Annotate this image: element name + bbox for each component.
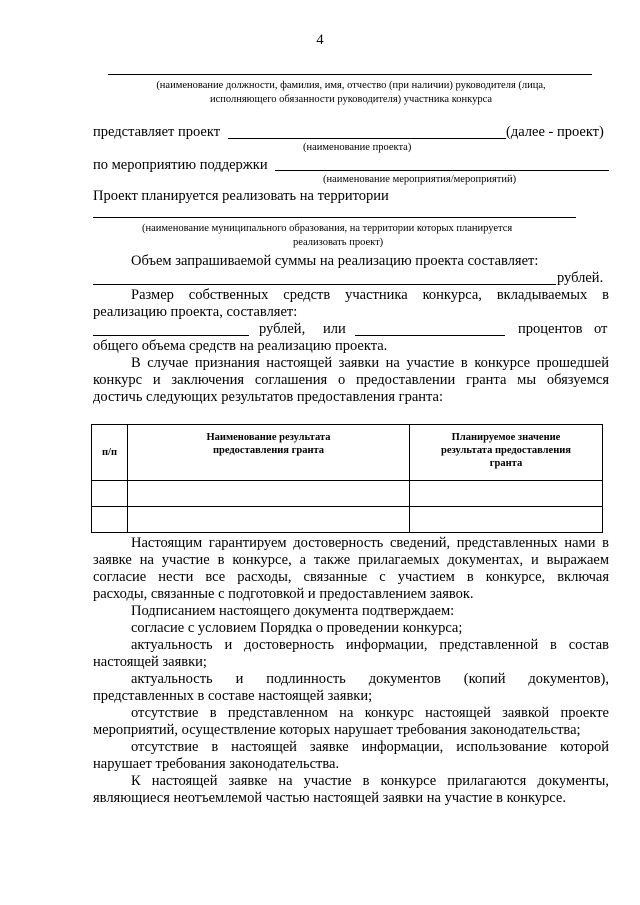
col-header-result: Наименование результата предоставления гранта [128,425,410,481]
confirm-item1: согласие с условием Порядка о проведении конкурса; [131,620,463,636]
from-label: от [594,321,608,337]
requested-amount-field [93,284,556,285]
commitment-line2: конкурс и заключения соглашения о предоставлении гранта мы обязуемся [93,372,609,388]
table-cell [410,481,603,507]
table-cell [128,507,410,533]
own-funds-line2: реализацию проекта, составляет: [93,304,298,320]
own-rubles-label: рублей, [259,321,306,337]
confirm-item4-line2: мероприятий, осуществление которых нарушает требования законодательства; [93,722,581,738]
table-cell [92,481,128,507]
col-header-number: п/п [92,425,128,481]
confirm-intro: Подписанием настоящего документа подтверждаем: [131,603,455,619]
confirm-item2-line1: актуальность и достоверность информации, представленной в состав [131,637,609,653]
results-table [91,424,603,533]
page-number: 4 [316,32,324,48]
own-rubles-field [93,335,249,336]
table-row [92,481,603,507]
table-cell [410,507,603,533]
confirm-item5-line1: отсутствие в настоящей заявке информации, использование которой [131,739,609,755]
guarantee-line3: согласие нести все расходы, связанные с участием в конкурсе, включая [93,569,609,585]
confirm-item2-line2: настоящей заявки; [93,654,207,670]
head-fill-line [108,74,592,75]
head-caption-line1: (наименование должности, фамилия, имя, отчество (при наличии) руководителя (лица, [156,80,546,91]
measure-label: по мероприятию поддержки [93,157,268,173]
project-name-caption: (наименование проекта) [303,142,412,153]
guarantee-line4: расходы, связанные с подготовкой и предоставлением заявок. [93,586,474,602]
requested-amount-label: Объем запрашиваемой суммы на реализацию проекта составляет: [131,253,539,269]
table-row [92,507,603,533]
confirm-item4-line1: отсутствие в представленном на конкурс настоящей заявкой проекте [131,705,609,721]
col-header-planned: Планируемое значение результата предоставления гранта [410,425,603,481]
guarantee-line1: Настоящим гарантируем достоверность сведений, представленных нами в [131,535,609,551]
measure-caption: (наименование мероприятия/мероприятий) [323,174,517,185]
guarantee-line2: заявке на участие в конкурсе, а также прилагаемых документах, и выражаем [93,552,609,568]
table-cell [92,507,128,533]
attach-line1: К настоящей заявке на участие в конкурсе прилагаются документы, [131,773,609,789]
own-funds-line1: Размер собственных средств участника конкурса, вкладываемых в [131,287,609,303]
territory-caption-line1: (наименование муниципального образования, на территории которых планируется [142,223,513,234]
confirm-item3-line1: актуальность и подлинность документов (копий документов), [131,671,609,687]
territory-caption-line2: реализовать проект) [293,237,384,248]
table-cell [128,481,410,507]
or-label: или [323,321,346,337]
measure-field [275,170,609,171]
own-percent-field [355,335,505,336]
head-caption-line2: исполняющего обязанности руководителя) участника конкурса [209,94,493,105]
requested-rubles-label: рублей. [557,270,604,286]
presents-project-label: представляет проект [93,124,221,140]
attach-line2: являющиеся неотъемлемой частью настоящей заявки на участие в конкурсе. [93,790,566,806]
hereinafter-label: (далее - проект) [506,124,604,140]
territory-label: Проект планируется реализовать на территории [93,188,389,204]
confirm-item5-line2: нарушает требования законодательства. [93,756,340,772]
commitment-line3: достичь следующих результатов предоставления гранта: [93,389,444,405]
total-volume-line: общего объема средств на реализацию проекта. [93,338,388,354]
project-name-field [228,138,506,139]
commitment-line1: В случае признания настоящей заявки на участие в конкурсе прошедшей [131,355,609,371]
confirm-item3-line2: представленных в составе настоящей заявки; [93,688,373,704]
percent-label: процентов [518,321,583,337]
territory-field [93,217,576,218]
